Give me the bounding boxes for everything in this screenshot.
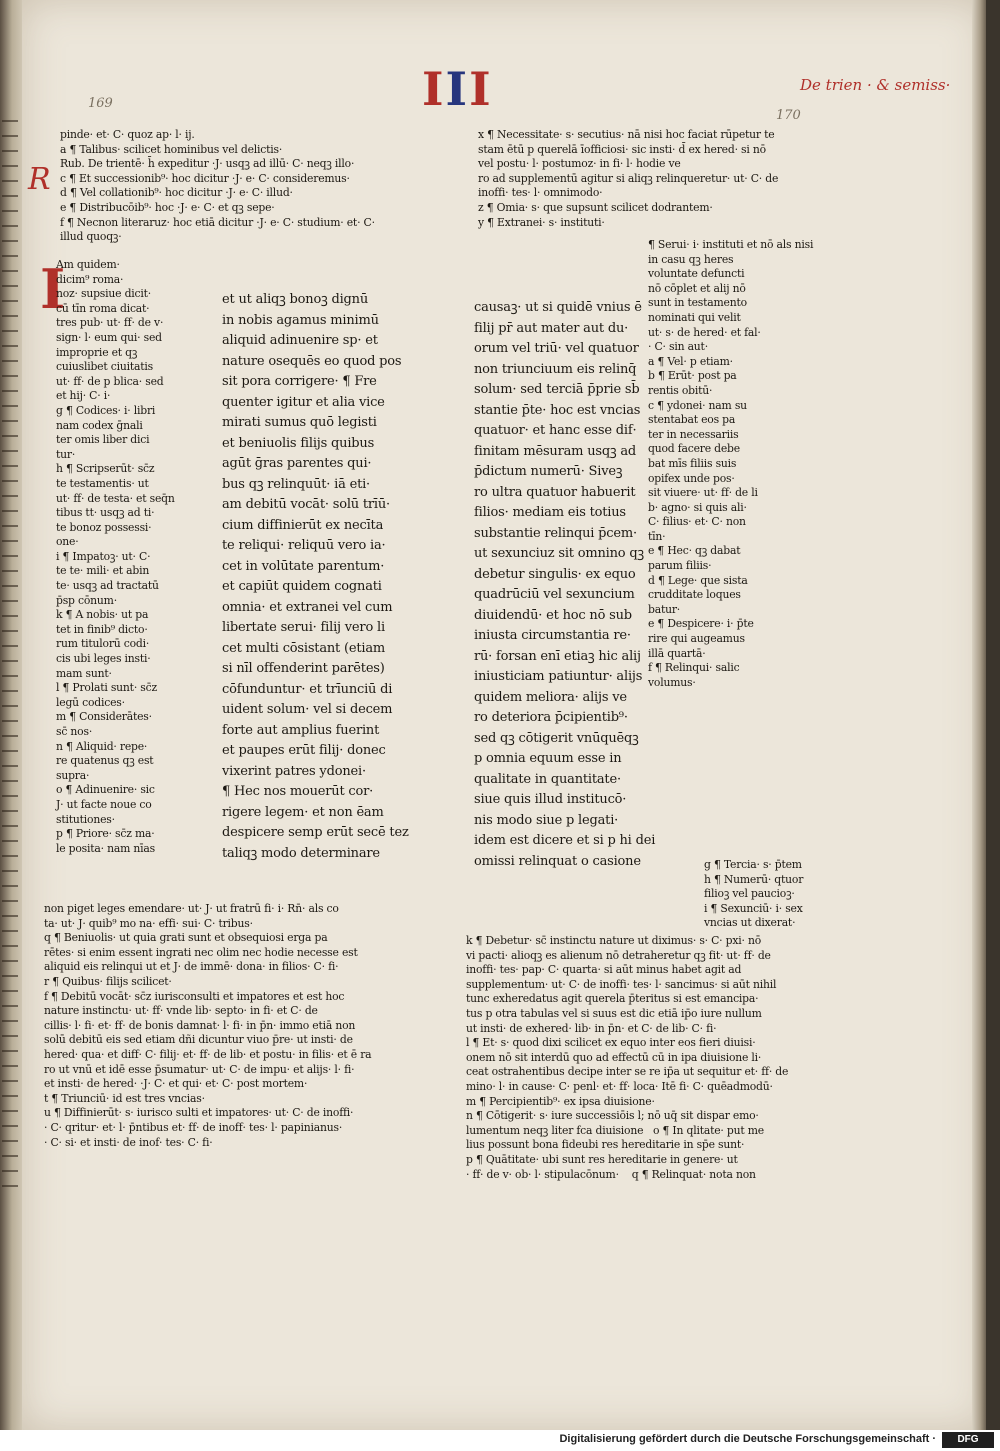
text-line: ro ultra quatuor habuerit	[474, 484, 636, 500]
text-line: re quatenus qꝫ est	[56, 754, 154, 768]
text-line: n ¶ Aliquid· repe·	[56, 739, 148, 753]
big-initial: I	[40, 257, 66, 321]
text-line: non piget leges emendare· ut· J· ut fratrū fi· i· Rn̄· als co	[44, 902, 339, 915]
text-line: te reliqui· reliquū vero ia·	[222, 538, 386, 553]
text-line: sunt in testamento	[648, 296, 747, 310]
text-line: e ¶ Despicere· i· p̄te	[648, 617, 754, 631]
text-line: C· filius· et· C· non	[648, 515, 746, 529]
text-line: rū· forsan enī etiaꝫ hic alij	[474, 648, 641, 664]
text-line: nis modo siue p legati·	[474, 812, 619, 828]
text-line: · C· si· et insti· de inof· tes· C· fi·	[44, 1135, 213, 1149]
right-gloss-lower	[704, 858, 803, 931]
text-line: cōfunduntur· et trīunciū di	[222, 681, 393, 697]
folio-numeral	[422, 62, 493, 116]
text-line: u ¶ Diffinierūt· s· iurisco sulti et impatores· ut· C· de inoffi·	[44, 1106, 354, 1120]
text-line: rētes· si enim essent ingrati nec olim nec hodie necesse est	[44, 945, 358, 959]
text-line: k ¶ Debetur· sc̄ instinctu nature ut diximus· s· C· pxi· nō	[466, 934, 762, 947]
text-line: filios· mediam eis totius	[474, 505, 626, 520]
text-line: one·	[56, 535, 79, 549]
text-line: opifex unde pos·	[648, 471, 735, 485]
text-line: am debitū vocāt· solū trīū·	[222, 497, 390, 512]
text-line: te bonoz possessi·	[56, 520, 152, 534]
numeral-third: I	[469, 62, 493, 116]
text-line: et paupes erūt filij· donec	[222, 743, 386, 758]
text-line: rentis obitū·	[648, 383, 713, 397]
text-line: solū debitū eis sed etiam dñi dicuntur viuo p̄re· ut insti· de	[44, 1033, 353, 1047]
text-line: et insti· de hered· ·J· C· et qui· et· C· post mortem·	[44, 1077, 308, 1091]
text-line: te testamentis· ut	[56, 476, 149, 490]
text-line: l ¶ Prolati sunt· sc̄z	[56, 681, 157, 695]
text-line: ceat ostrahentibus decipe inter se re ip̄a ut sequitur et· ff· de	[466, 1065, 789, 1079]
text-line: et beniuolis filijs quibus	[222, 435, 375, 451]
text-line: te te· mili· et abin	[56, 564, 150, 578]
text-line: si nīl offenderint parētes)	[222, 661, 385, 676]
top-left-gloss	[60, 128, 375, 245]
text-line: siue quis illud institucō·	[474, 792, 627, 807]
gloss-line: a ¶ Talibus· scilicet hominibus vel delictis·	[60, 142, 283, 156]
text-line: ¶ Serui· i· instituti et nō als nisi	[648, 238, 814, 251]
text-line: tīn·	[648, 529, 666, 543]
text-line: nominati qui velit	[648, 310, 741, 324]
gloss-line: ro ad supplementū agitur si aliqꝫ relinqueretur· ut· C· de	[478, 171, 779, 185]
text-line: mino· l· in cause· C· penl· et· ff· loca· Itē fi· C· quēadmodū·	[466, 1079, 773, 1093]
dfg-logo: DFG	[942, 1432, 994, 1448]
book-binding	[0, 0, 22, 1430]
gloss-line: c ¶ Et successionib⁹· hoc dicitur ·J· e· C· consideremus·	[60, 171, 350, 185]
text-line: · C· qritur· et· l· p̄ntibus et· ff· de inoff· tes· l· papinianus·	[44, 1120, 343, 1134]
text-line: hered· qua· et diff· C· filij· et· ff· de lib· et postu· in filis· et ē ra	[44, 1047, 372, 1061]
text-line: vixerint patres ydonei·	[222, 763, 366, 779]
text-line: ta· ut· J· quib⁹ mo na· effi· sui· C· tribus·	[44, 916, 253, 930]
text-line: non triunciuum eis relinq̄	[474, 361, 637, 377]
text-line: f ¶ Relinqui· salic	[648, 661, 740, 675]
text-line: in casu qꝫ heres	[648, 252, 734, 266]
text-line: sc̄ nos·	[56, 725, 93, 738]
bottom-left-gloss	[44, 902, 371, 1150]
text-line: p ¶ Priore· sc̄z ma·	[56, 827, 155, 841]
text-line: quenter igitur et alia vice	[222, 394, 385, 410]
text-line: et hij· C· i·	[56, 389, 111, 403]
text-line: d ¶ Lege· que sista	[648, 573, 748, 587]
text-line: cet in volūtate parentum·	[222, 558, 385, 574]
text-line: bat mīs filiis suis	[648, 456, 737, 470]
gloss-line: e ¶ Distribucōib⁹· hoc ·J· e· C· et qꝫ sepe·	[60, 200, 275, 214]
text-line: nature instinctu· ut· ff· vnde lib· septo· in fi· et C· de	[44, 1004, 318, 1018]
text-line: noz· supsiue dicit·	[56, 287, 152, 301]
text-line: p̄sp cōnum·	[56, 593, 117, 607]
text-line: libertate serui· filij vero li	[222, 620, 385, 635]
gloss-line: d ¶ Vel collationib⁹· hoc dicitur ·J· e· C· illud·	[60, 186, 293, 200]
text-line: supra·	[56, 768, 90, 782]
text-line: cis ubi leges insti·	[56, 652, 151, 666]
text-line: ¶ Hec nos mouerūt cor·	[222, 784, 374, 799]
text-line: batur·	[648, 602, 681, 616]
text-line: tet in finib⁹ dicto·	[56, 622, 148, 636]
text-line: cet multi cōsistant (etiam	[222, 640, 386, 656]
text-line: tus p otra tabulas vel si suus est dic etiā ip̄o iure nullum	[466, 1006, 762, 1020]
text-line: i ¶ Impatoꝫ· ut· C·	[56, 549, 151, 563]
text-line: ro ut vnū et idē esse p̄sumatur· ut· C· de impu· et alijs· l· fi·	[44, 1062, 355, 1076]
text-line: n ¶ Cōtigerit· s· iure successiōis l; nō uq̄ sit dispar emo·	[466, 1109, 759, 1123]
text-line: m ¶ Percipientib⁹· ex ipsa diuisione·	[466, 1094, 655, 1108]
text-line: legū codices·	[56, 695, 125, 709]
text-line: tur·	[56, 447, 76, 461]
page-edge	[972, 0, 986, 1430]
text-line: substantie relinqui p̄cem·	[474, 525, 637, 541]
text-line: · ff· de v· ob· l· stipulacōnum· q ¶ Relinquat· nota non	[466, 1167, 756, 1181]
gloss-line: f ¶ Necnon literaruz· hoc etiā dicitur ·J· e· C· studium· et· C·	[60, 215, 375, 229]
text-line: Am quidem·	[56, 258, 120, 271]
text-line: rire qui augeamus	[648, 632, 745, 646]
gloss-line: z ¶ Omia· s· que supsunt scilicet dodrantem·	[478, 200, 713, 214]
text-line: quatuor· et hanc esse dif·	[474, 423, 637, 438]
pencil-foliation-left: 169	[88, 96, 113, 111]
text-line: agūt ḡras parentes qui·	[222, 456, 372, 471]
text-line: rigere legem· et non ēam	[222, 804, 384, 820]
text-line: te· usqꝫ ad tractatū	[56, 579, 159, 593]
footer-bar	[0, 1430, 1000, 1451]
gloss-line: x ¶ Necessitate· s· secutius· nā nisi hoc faciat rūpetur te	[478, 128, 775, 141]
text-line: sit pora corrigere· ¶ Fre	[222, 374, 377, 389]
gloss-line: illud quoqꝫ·	[60, 230, 122, 244]
text-line: stantie p̄te· hoc est vncias	[474, 402, 641, 418]
rubric-initial: R	[28, 162, 51, 197]
text-line: stitutiones·	[56, 812, 115, 826]
gloss-line: stam ētū p querelā īofficiosi· sic insti· d̄ ex hered· si nō	[478, 142, 766, 156]
text-line: stentabat eos pa	[648, 413, 736, 427]
text-line: i ¶ Sexunciū· i· sex	[704, 901, 803, 915]
text-line: rum titulorū codi·	[56, 637, 150, 651]
text-line: g ¶ Codices· i· libri	[56, 403, 156, 417]
text-line: vi pacti· alioqꝫ es alienum nō detraheretur qꝫ fit· ut· ff· de	[466, 948, 771, 962]
text-line: voluntate defuncti	[648, 267, 745, 281]
text-line: ut· ff· de testa· et seq̄n	[56, 491, 175, 505]
text-line: p ¶ Quātitate· ubi sunt res hereditarie in genere· ut	[466, 1152, 738, 1166]
text-line: uident solum· vel si decem	[222, 702, 393, 717]
text-line: bus qꝫ relinquūt· iā eti·	[222, 476, 370, 492]
text-line: ut sexunciuz sit omnino qꝫ	[474, 546, 644, 561]
text-line: quod facere debe	[648, 442, 740, 456]
text-line: ut· ff· de p blica· sed	[56, 374, 164, 388]
text-line: taliqꝫ modo determinare	[222, 845, 380, 861]
text-line: e ¶ Hec· qꝫ dabat	[648, 544, 741, 558]
text-line: omnia· et extranei vel cum	[222, 599, 393, 615]
text-line: cuiuslibet ciuitatis	[56, 360, 153, 374]
text-line: diuidendū· et hoc nō sub	[474, 607, 632, 623]
main-text-column-1	[222, 290, 409, 864]
text-line: vncias ut dixerat·	[704, 916, 796, 930]
text-line: quadrūciū vel sexuncium	[474, 587, 635, 602]
right-gloss-column	[648, 238, 813, 690]
text-line: aliquid adinuenire sp· et	[222, 333, 378, 348]
text-line: p omnia equum esse in	[474, 751, 622, 766]
text-line: crudditate loques	[648, 588, 741, 602]
text-line: J· ut facte noue co	[56, 797, 152, 811]
text-line: sit viuere· ut· ff· de li	[648, 486, 758, 500]
text-line: omissi relinquat o casione	[474, 853, 641, 869]
gloss-line: y ¶ Extranei· s· instituti·	[478, 215, 605, 229]
text-line: lius possunt bona fideubi res hereditarie in sp̄e sunt·	[466, 1138, 745, 1152]
text-line: · C· sin aut·	[648, 340, 708, 354]
text-line: forte aut amplius fuerint	[222, 722, 380, 738]
text-line: sign· l· eum qui· sed	[56, 330, 162, 344]
footer-credit: Digitalisierung gefördert durch die Deutsche Forschungsgemeinschaft ·	[559, 1433, 936, 1445]
text-line: dicim⁹ roma·	[56, 272, 124, 286]
text-line: despicere semp erūt secē tez	[222, 825, 409, 840]
text-line: tunc exheredatus agit querela p̄teritus si est emancipa·	[466, 992, 759, 1006]
text-line: causaꝫ· ut si quidē vnius ē	[474, 300, 642, 315]
text-line: orum vel triū· vel quatuor	[474, 341, 639, 356]
text-line: cium diffinierūt ex necīta	[222, 517, 384, 533]
text-line: h ¶ Numerū· qtuor	[704, 872, 804, 886]
text-line: t ¶ Triunciū· id est tres vncias·	[44, 1091, 205, 1105]
text-line: quidem meliora· alijs ve	[474, 689, 627, 705]
text-line: onem nō sit interdū quo ad effectū cū in ipa diuisione li·	[466, 1050, 762, 1064]
text-line: nō cōplet et alij nō	[648, 281, 746, 295]
binding-text-lines	[2, 120, 18, 1200]
text-line: ro deteriora p̄cipientib⁹·	[474, 710, 628, 725]
text-line: q ¶ Beniuolis· ut quia grati sunt et obsequiosi erga pa	[44, 931, 328, 945]
pencil-foliation-right: 170	[776, 108, 801, 123]
gloss-line: pinde· et· C· quoz ap· l· ij.	[60, 128, 195, 141]
text-line: o ¶ Adinuenire· sic	[56, 783, 155, 797]
text-line: b· agno· si quis ali·	[648, 500, 747, 514]
text-line: iniusta circumstantia re·	[474, 628, 631, 643]
text-line: finitam mēsuram usqꝫ ad	[474, 443, 637, 459]
top-right-gloss	[478, 128, 778, 230]
text-line: supplementum· ut· C· de inoffi· tes· l· sancimus· si aūt nihil	[466, 977, 777, 991]
text-line: et capiūt quidem cognati	[222, 579, 382, 594]
text-line: cū tīn roma dicat·	[56, 301, 150, 315]
text-line: parum filiis·	[648, 559, 712, 573]
text-line: improprie et qꝫ	[56, 345, 138, 359]
text-line: le posita· nam nīas	[56, 841, 155, 855]
text-line: c ¶ ydonei· nam su	[648, 398, 747, 412]
text-line: qualitate in quantitate·	[474, 771, 621, 787]
text-line: h ¶ Scripserūt· sc̄z	[56, 462, 155, 476]
text-line: solum· sed terciā p̄prie sb̄	[474, 382, 640, 397]
text-line: lumentum neqꝫ liter fca diuisione o ¶ In qlitate· put me	[466, 1123, 764, 1137]
text-line: illā quartā·	[648, 646, 706, 660]
text-line: g ¶ Tercia· s· p̄tem	[704, 858, 802, 871]
numeral-first: I	[422, 62, 446, 116]
text-line: iniusticiam patiuntur· alijs	[474, 669, 643, 684]
text-line: debetur singulis· ex equo	[474, 566, 636, 582]
text-line: l ¶ Et· s· quod dixi scilicet ex equo inter eos fieri diuisi·	[466, 1036, 756, 1050]
text-line: et ut aliqꝫ bonoꝫ dignū	[222, 292, 369, 307]
gloss-line: vel postu· l· postumoz· in fi· l· hodie ve	[478, 157, 681, 171]
text-line: filioꝫ vel paucioꝫ·	[704, 887, 795, 901]
text-line: b ¶ Erūt· post pa	[648, 369, 737, 383]
text-line: in nobis agamus minimū	[222, 312, 379, 328]
text-line: a ¶ Vel· p etiam·	[648, 354, 733, 368]
text-line: f ¶ Debitū vocāt· sc̄z iurisconsulti et impatores et est hoc	[44, 989, 345, 1003]
main-text-column-2	[474, 298, 655, 872]
running-head: De trien · & semiss·	[800, 76, 951, 94]
text-line: aliquid eis relinqui ut et J· de immē· dona· in filios· C· fi·	[44, 960, 339, 974]
text-line: m ¶ Considerātes·	[56, 710, 152, 724]
text-line: ut insti· de exhered· lib· in p̄n· et C· de lib· C· fi·	[466, 1021, 717, 1035]
text-line: k ¶ A nobis· ut pa	[56, 608, 149, 622]
left-gloss-column	[56, 258, 206, 856]
gloss-line: Rub. De trientē· h̄ expeditur ·J· usqꝫ ad illū· C· neqꝫ illo·	[60, 157, 355, 171]
text-line: tres pub· ut· ff· de v·	[56, 316, 164, 330]
text-line: tibus tt· usqꝫ ad ti·	[56, 506, 155, 520]
text-line: ut· s· de hered· et fal·	[648, 325, 761, 339]
text-line: ter in necessariis	[648, 427, 739, 441]
text-line: mirati sumus quō legisti	[222, 415, 377, 430]
text-line: r ¶ Quibus· filijs scilicet·	[44, 974, 172, 988]
gloss-line: inoffi· tes· l· omnimodo·	[478, 186, 603, 200]
text-line: nature osequēs eo quod pos	[222, 353, 402, 369]
bottom-right-gloss	[466, 934, 788, 1182]
text-line: sed qꝫ cōtigerit vnūquēqꝫ	[474, 730, 639, 746]
text-line: mam sunt·	[56, 666, 112, 680]
text-line: p̄dictum numerū· Siveꝫ	[474, 464, 623, 479]
text-line: idem est dicere et si p hi dei	[474, 833, 656, 848]
text-line: nam codex ḡnali	[56, 418, 143, 432]
numeral-second: I	[445, 62, 470, 116]
text-line: inoffi· tes· pap· C· quarta· si aūt minus habet agit ad	[466, 963, 742, 977]
text-line: volumus·	[648, 675, 696, 689]
text-line: cillis· l· fi· et· ff· de bonis damnat· l· fi· in p̄n· immo etiā non	[44, 1018, 356, 1032]
text-line: ter omis liber dici	[56, 433, 150, 447]
text-line: filij pr̄ aut mater aut du·	[474, 320, 629, 336]
